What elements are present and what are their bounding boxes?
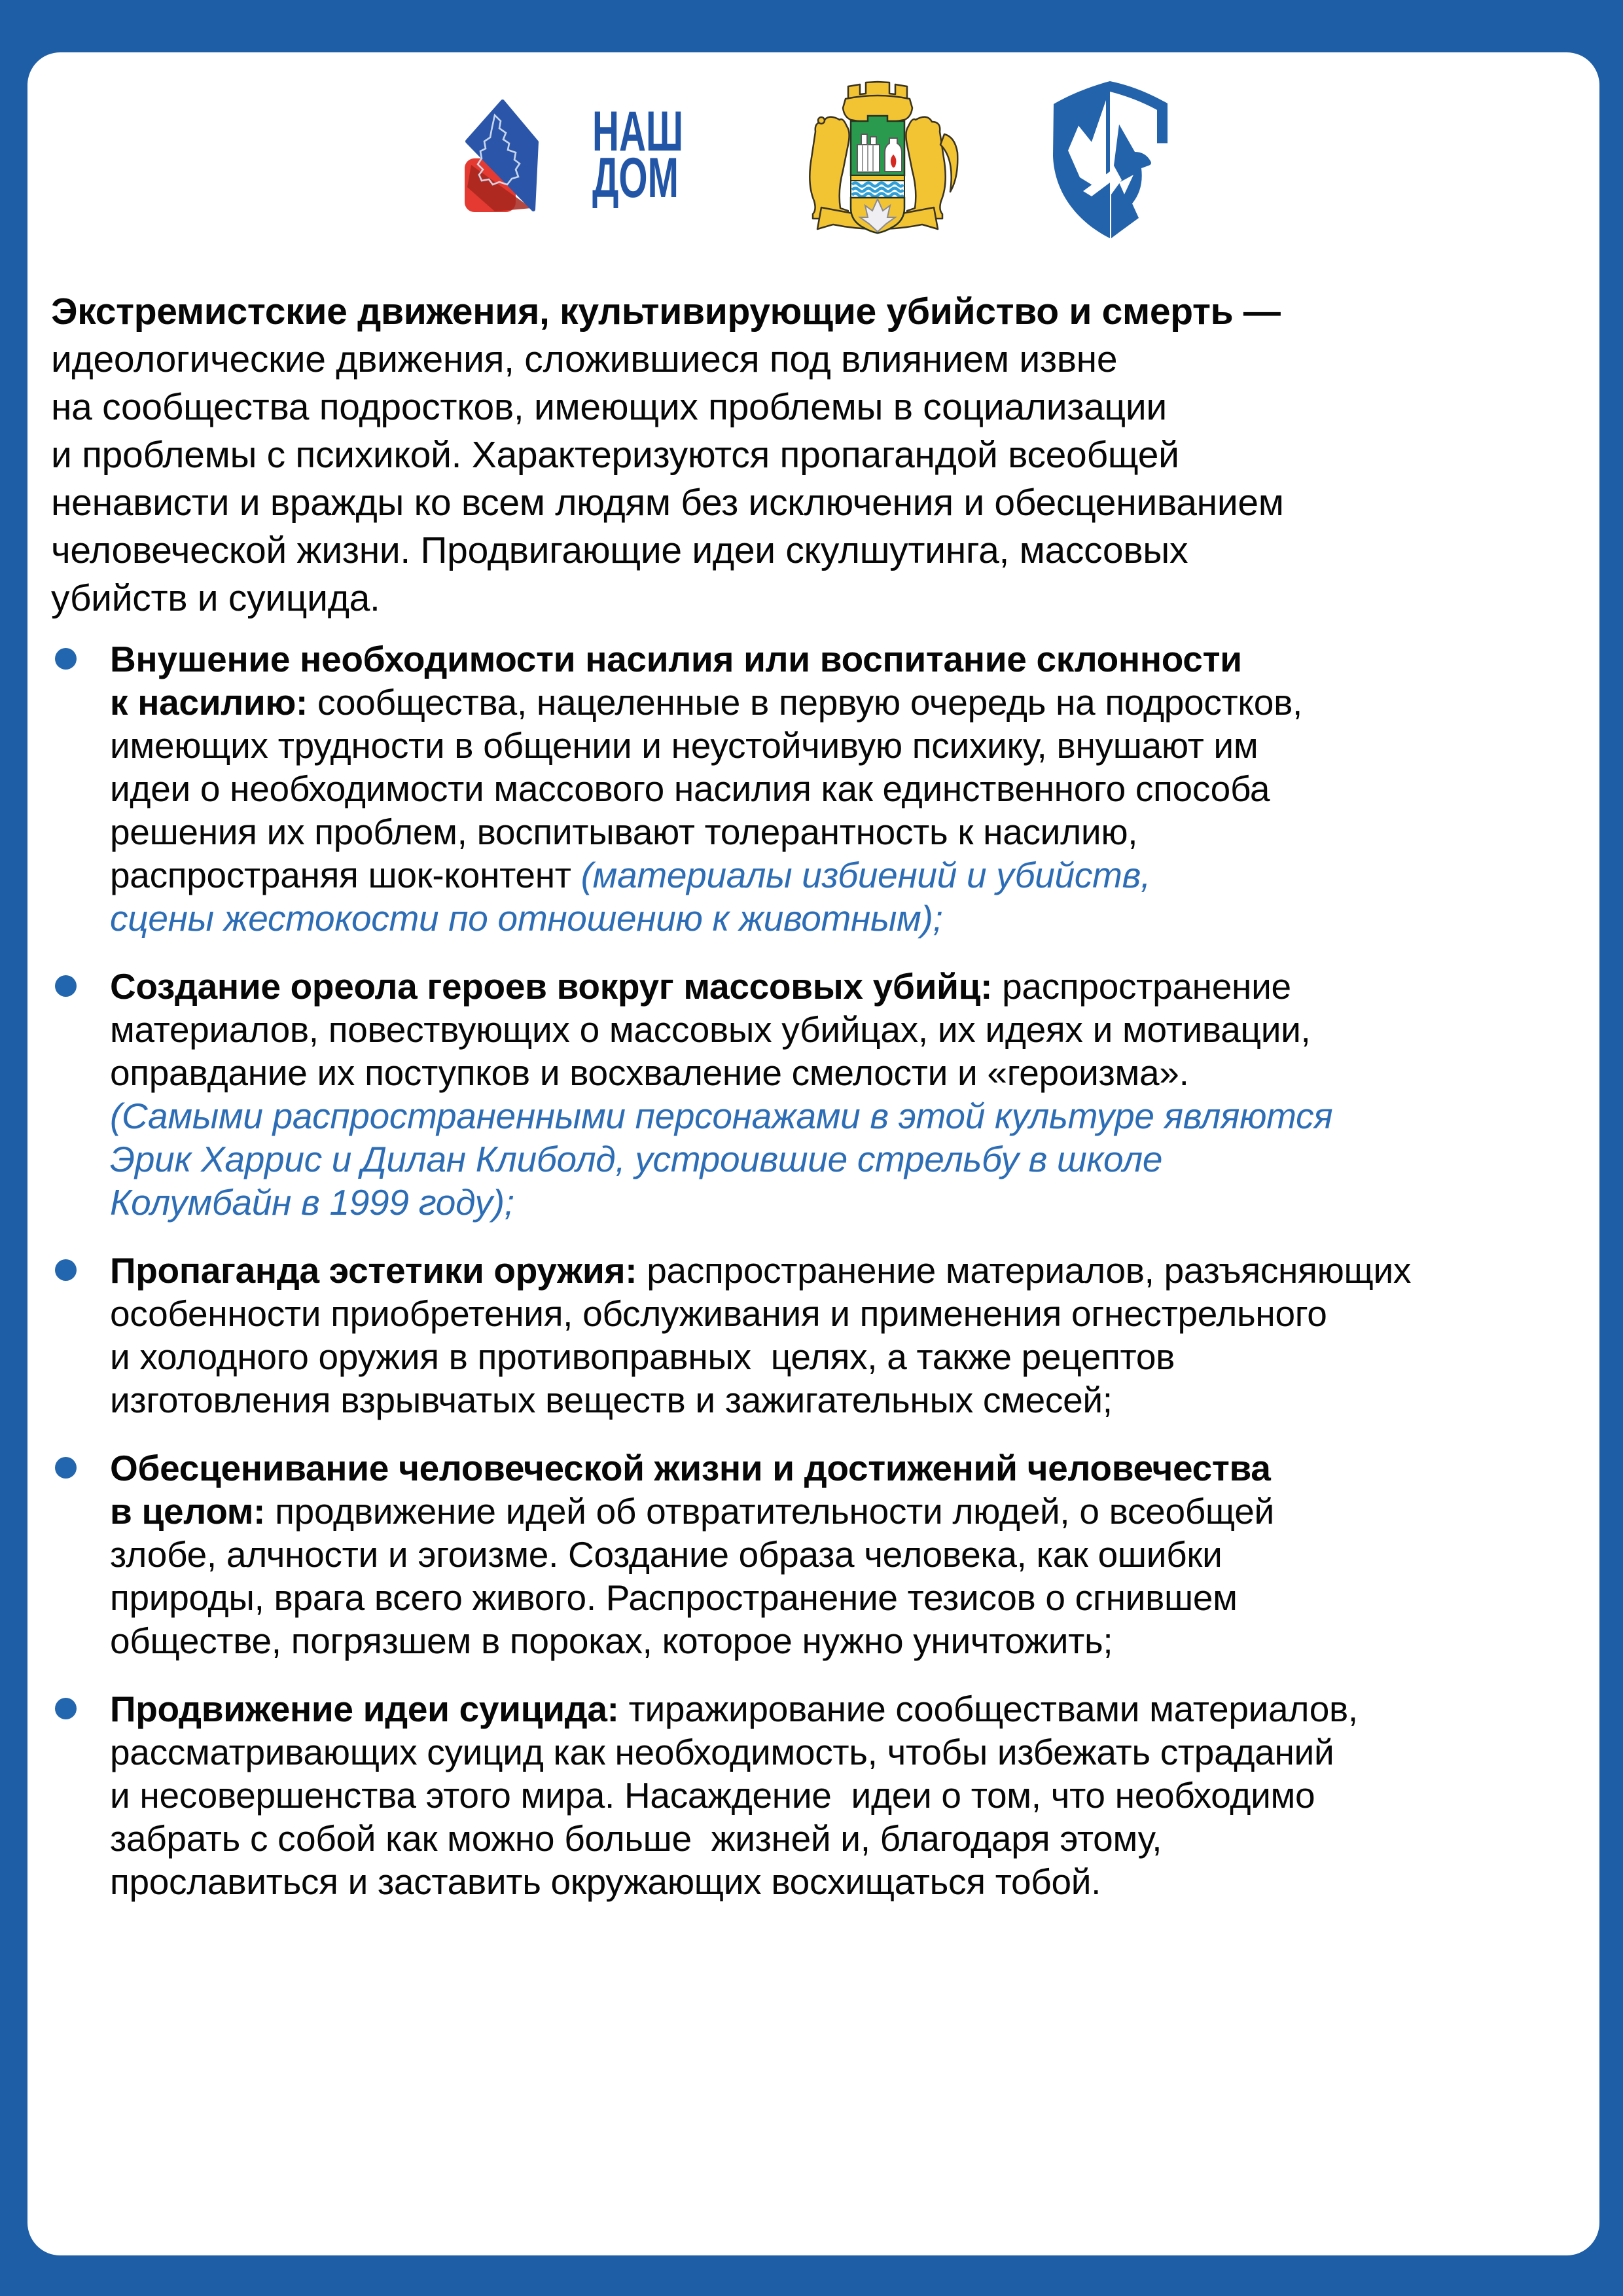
text-line: Продвижение идеи суицида: тиражирование сообществами материалов, bbox=[110, 1689, 1358, 1729]
text-line: имеющих трудности в общении и неустойчивую психику, внушают им bbox=[110, 725, 1258, 766]
text-line: и несовершенства этого мира. Насаждение идеи о том, что необходимо bbox=[110, 1775, 1315, 1816]
coat-bear-ear bbox=[818, 117, 825, 124]
text-line: Обесценивание человеческой жизни и достижений человечества bbox=[110, 1448, 1271, 1488]
text-line: идеологические движения, сложившиеся под влиянием извне bbox=[51, 338, 1118, 380]
text-line: в целом: продвижение идей об отвратительности людей, о всеобщей bbox=[110, 1491, 1274, 1532]
text-line: (Самыми распространенными персонажами в этой культуре являются bbox=[110, 1096, 1333, 1136]
intro-paragraph bbox=[51, 288, 1284, 622]
coat-gold-sliver bbox=[851, 175, 904, 181]
text-line: забрать с собой как можно больше жизней и, благодаря этому, bbox=[110, 1818, 1162, 1859]
bullet-text bbox=[110, 965, 1411, 1224]
text-line: на сообщества подростков, имеющих проблемы в социализации bbox=[51, 386, 1167, 428]
bullet-item bbox=[51, 1446, 1411, 1662]
text-line: оправдание их поступков и восхваление смелости и «героизма». bbox=[110, 1052, 1189, 1093]
coat-right-sable bbox=[906, 117, 945, 219]
text-line: и холодного оружия в противоправных целях, а также рецептов bbox=[110, 1336, 1175, 1377]
nash-dom-wordmark bbox=[592, 100, 684, 209]
text-line: человеческой жизни. Продвигающие идеи скулшутинга, массовых bbox=[51, 529, 1188, 571]
nash-dom-word-2: ДОМ bbox=[592, 147, 679, 209]
yekaterinburg-coat-of-arms-icon bbox=[787, 79, 968, 242]
text-line: идеи о необходимости массового насилия как единственного способа bbox=[110, 768, 1270, 809]
text-line: изготовления взрывчатых веществ и зажигательных смесей; bbox=[110, 1380, 1113, 1420]
bullet-dot-icon bbox=[55, 975, 77, 997]
dove-body bbox=[1111, 124, 1151, 238]
nash-dom-word-1: НАШ bbox=[592, 100, 684, 163]
bullet-item bbox=[51, 965, 1411, 1224]
text-line: особенности приобретения, обслуживания и применения огнестрельного bbox=[110, 1293, 1327, 1334]
text-line: ненависти и вражды ко всем людям без исключения и обесцениванием bbox=[51, 482, 1284, 524]
text-line: Эрик Харрис и Дилан Клиболд, устроившие стрельбу в школе bbox=[110, 1139, 1163, 1179]
text-line: Пропаганда эстетики оружия: распространение материалов, разъясняющих bbox=[110, 1250, 1412, 1291]
text-line: убийств и суицида. bbox=[51, 577, 380, 619]
bullet-item bbox=[51, 1687, 1411, 1903]
text-line: Колумбайн в 1999 году); bbox=[110, 1182, 514, 1223]
dove-shield-icon bbox=[1045, 79, 1177, 241]
text-line: природы, врага всего живого. Распространение тезисов о сгнившем bbox=[110, 1577, 1238, 1618]
bullet-text bbox=[110, 1446, 1411, 1662]
bullet-dot-icon bbox=[55, 1259, 77, 1281]
text-line: обществе, погрязшем в пороках, которое нужно уничтожить; bbox=[110, 1621, 1113, 1661]
bullet-text bbox=[110, 1687, 1411, 1903]
bullet-item bbox=[51, 637, 1411, 940]
bullet-dot-icon bbox=[55, 1698, 77, 1719]
text-line: рассматривающих суицид как необходимость, чтобы избежать страданий bbox=[110, 1732, 1334, 1772]
bullet-dot-icon bbox=[55, 648, 77, 670]
nash-dom-icon bbox=[465, 99, 539, 212]
text-line: Создание ореола героев вокруг массовых убийц: распространение bbox=[110, 966, 1291, 1007]
text-line: к насилию: сообщества, нацеленные в первую очередь на подростков, bbox=[110, 682, 1302, 723]
coat-left-bear bbox=[810, 117, 849, 219]
text-line: и проблемы с психикой. Характеризуются пропагандой всеобщей bbox=[51, 434, 1179, 476]
text-line: материалов, повествующих о массовых убийцах, их идеях и мотивации, bbox=[110, 1009, 1311, 1050]
bullet-list bbox=[51, 637, 1411, 1928]
text-line: сцены жестокости по отношению к животным); bbox=[110, 898, 943, 939]
bullet-dot-icon bbox=[55, 1457, 77, 1479]
text-line: Экстремистские движения, культивирующие убийство и смерть — bbox=[51, 291, 1281, 332]
text-line: распространяя шок-контент (материалы избиений и убийств, bbox=[110, 855, 1150, 895]
bullet-text bbox=[110, 1249, 1411, 1422]
text-line: Внушение необходимости насилия или воспитание склонности bbox=[110, 639, 1242, 679]
text-line: прославиться и заставить окружающих восхищаться тобой. bbox=[110, 1861, 1101, 1902]
bullet-text bbox=[110, 637, 1411, 940]
text-line: решения их проблем, воспитывают толерантность к насилию, bbox=[110, 812, 1138, 852]
text-line: злобе, алчности и эгоизме. Создание образа человека, как ошибки bbox=[110, 1534, 1222, 1575]
bullet-item bbox=[51, 1249, 1411, 1422]
